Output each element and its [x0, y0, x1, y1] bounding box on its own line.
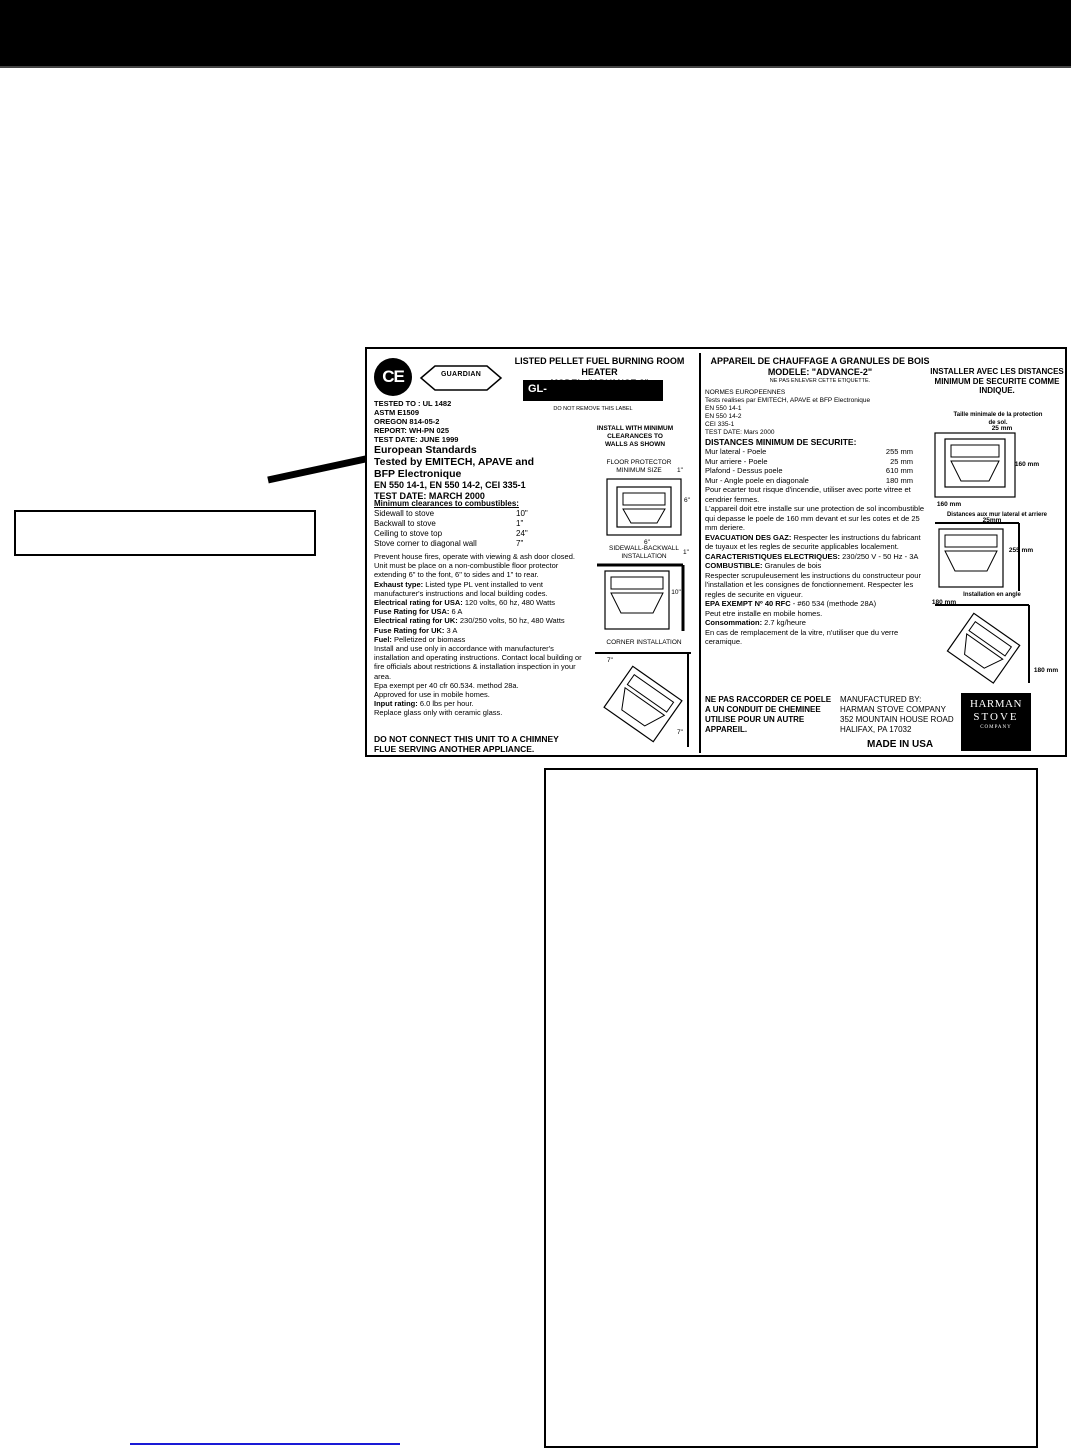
body-text: Install and use only in accordance with manufacturer's installation and operating instructions. Contact local building or fire officials about restrictions & installation inspection in your area. — [374, 644, 582, 681]
body-text: 3 A — [444, 625, 458, 635]
corner-dim-b: 7" — [677, 729, 683, 736]
floor-protector-title: FLOOR PROTECTOR MINIMUM SIZE — [606, 459, 672, 474]
fr-sidewall-diagram-icon — [933, 521, 1023, 593]
fr-dim-d1-side: 160 mm — [1014, 461, 1040, 468]
fr-norms — [705, 389, 931, 437]
body-text: Approved for use in mobile homes. — [374, 690, 490, 700]
fr-floor-diagram-icon — [933, 429, 1023, 501]
body-text: Epa exempt per 40 cfr 60.534. method 28a. — [374, 680, 519, 690]
clearance-row — [374, 529, 594, 539]
fr-distance-value: 255 mm — [885, 447, 913, 456]
body-paragraph — [374, 708, 586, 717]
body-paragraph — [705, 561, 931, 571]
install-title-fr: INSTALLER AVEC LES DISTANCES MINIMUM DE SECURITE COMME INDIQUE. — [930, 367, 1064, 395]
body-paragraph — [374, 561, 586, 579]
clearance-item: Sidewall to stove — [374, 509, 435, 518]
fr-diagram-title-1: Taille minimale de la protection de sol. — [953, 412, 1043, 426]
corner-title: CORNER INSTALLATION — [606, 639, 682, 646]
clearance-value: 24" — [516, 529, 528, 538]
sidewall-dim-top: 1" — [683, 549, 689, 556]
body-paragraph — [705, 485, 931, 504]
label-body-fr: NORMES EUROPEENNES Tests realises par EMITECH, APAVE et BFP Electronique EN 550 14-1 EN 550 14-2 CEI 335-1 TEST DATE: Mars 2000 DISTANCES MINIMUM DE SECURITE: Mur lateral - Poele 255 mm Mur arriere - Poele 25 mm Plafond - Dessus poele 610 mm Mur - Angle poele en diagonale 180 mm Pour ecarter tout risque d'incendie, utiliser avec porte vitree et cendrier fermes. L'appareil doit etre installe sur une protection de sol incombustible qui depasse le poele de 160 mm devant et sur les cotes et de 25 mm deriere. EVACUATION DES GAZ: Respecter les instructions du fabricant de tuyaux et les regles de securite applicables localement. CARACTERISTIQUES ELECTRIQUES: 230/250 V - 50 Hz - 3A COMBUSTIBLE: Granules de bois Respecter scrupuleusement les instructions du constructeur pour l'installation et les consignes de fonctionnement. Respecter les regles de securite en vigueur. EPA EXEMPT Nº 40 RFC - #60 534 (methode 28A) Peut etre installe en mobile homes. Consommation: 2.7 kg/heure En cas de remplacement de la vitre, n'utiliser que du verre ceramique. — [705, 389, 931, 647]
european-standards: European Standards Tested by EMITECH, APAVE and BFP Electronique EN 550 14-1, EN 550 14-2, CEI 335-1 TEST DATE: MARCH 2000 — [374, 444, 535, 501]
no-connect-warning-en: DO NOT CONNECT THIS UNIT TO A CHIMNEY FLUE SERVING ANOTHER APPLIANCE. — [374, 734, 559, 754]
link-underline[interactable] — [130, 1443, 400, 1445]
body-text: 120 volts, 60 hz, 480 Watts — [462, 598, 556, 608]
body-paragraph — [705, 618, 931, 628]
fr-norm-line: EN 550 14-2 — [705, 413, 742, 420]
clearance-item: Ceiling to stove top — [374, 529, 443, 538]
floor-dim-bottom: 6" — [644, 539, 650, 546]
rating-label — [365, 347, 1067, 757]
fr-distance-value: 25 mm — [890, 456, 913, 466]
serial-number-box — [14, 510, 316, 556]
body-paragraph — [374, 644, 586, 681]
body-text: En cas de remplacement de la vitre, n'utiliser que du verre ceramique. — [705, 627, 899, 646]
body-term: EVACUATION DES GAZ: — [705, 532, 792, 542]
body-paragraph — [374, 635, 586, 644]
body-paragraph — [705, 571, 931, 600]
body-paragraph — [374, 681, 586, 690]
fr-diagram-title-2: Distances aux mur lateral et arriere — [946, 512, 1048, 518]
body-term: Fuel: — [374, 634, 392, 644]
body-paragraph — [374, 626, 586, 635]
fr-dim-d1-top: 25 mm — [991, 425, 1013, 432]
fr-norm-line: CEI 335-1 — [705, 421, 735, 428]
fr-dim-d3-a: 180 mm — [931, 599, 957, 606]
body-text: Unit must be place on a non-combustible floor protector extending 6" to the font, 6" to sides and 1" to rear. — [374, 561, 559, 580]
body-term: Fuse Rating for UK: — [374, 625, 445, 635]
body-term: Exhaust type: — [374, 579, 424, 589]
clearance-value: 1" — [516, 519, 524, 528]
fr-dim-d2-side: 255 mm — [1008, 547, 1034, 554]
fr-distance-row — [705, 447, 931, 457]
fr-distance-value: 610 mm — [885, 466, 913, 475]
body-paragraph — [374, 607, 586, 616]
remove-label-notice-fr: NE PAS ENLEVER CETTE ETIQUETTE. — [769, 378, 871, 384]
floor-protector-diagram-icon — [605, 477, 685, 539]
floor-dim-side: 6" — [684, 497, 690, 504]
body-paragraph — [374, 598, 586, 607]
body-text: Listed type PL vent installed to vent manufacturer's instructions and local building codes. — [374, 579, 548, 598]
body-text: 230/250 volts, 50 hz, 480 Watts — [457, 616, 565, 626]
body-text: Respecter les instructions du fabricant de tuyaux et les regles de securite applicables localement. — [705, 532, 921, 551]
body-term: Input rating: — [374, 699, 418, 709]
body-text: 230/250 V - 50 Hz - 3A — [840, 551, 919, 561]
body-paragraph — [705, 533, 931, 552]
header-bar — [0, 0, 1071, 66]
body-paragraph — [374, 580, 586, 598]
fr-body-text — [705, 485, 931, 647]
fr-norm-line: Tests realises par EMITECH, APAVE et BFP Electronique — [705, 397, 871, 404]
body-term: Fuse Rating for USA: — [374, 607, 450, 617]
harman-logo-icon: HARMAN STOVE COMPANY — [961, 693, 1031, 751]
fr-norm-line: EN 550 14-1 — [705, 405, 742, 412]
clearance-row — [374, 539, 594, 549]
body-text: Pour ecarter tout risque d'incendie, utiliser avec porte vitree et cendrier fermes. — [705, 485, 911, 504]
fr-distance-item: Mur arriere - Poele — [705, 456, 768, 466]
label-divider — [699, 353, 701, 753]
guardian-logo-icon — [419, 363, 503, 393]
install-title: INSTALL WITH MINIMUM CLEARANCES TO WALLS AS SHOWN — [596, 425, 674, 448]
body-text: 6.0 lbs per hour. — [417, 699, 474, 709]
body-text: Respecter scrupuleusement les instructions du constructeur pour l'installation et les consignes de fonctionnement. Respecter les regles de securite en vigueur. — [705, 570, 921, 599]
label-heading-fr: APPAREIL DE CHAUFFAGE A GRANULES DE BOIS MODELE: "ADVANCE-2" — [710, 356, 930, 377]
body-text: L'appareil doit etre installe sur une protection de sol incombustible qui depasse le poele de 160 mm devant et sur les cotes et de 25 mm deriere. — [705, 504, 925, 532]
fr-distance-row — [705, 457, 931, 467]
body-text: 2.7 kg/heure — [762, 618, 806, 627]
manufacturer-info: MANUFACTURED BY: HARMAN STOVE COMPANY 352 MOUNTAIN HOUSE ROAD HALIFAX, PA 17032 — [840, 695, 954, 734]
notes-box — [544, 768, 1038, 1448]
fr-norm-line: TEST DATE: Mars 2000 — [705, 429, 775, 436]
label-body-en — [374, 552, 586, 718]
fr-dim-d1-bottom: 160 mm — [936, 501, 962, 508]
sidewall-title: SIDEWALL-BACKWALL INSTALLATION — [609, 545, 679, 560]
corner-dim-a: 7" — [607, 657, 613, 664]
clearance-item: Backwall to stove — [374, 519, 436, 528]
fr-distance-item: Mur - Angle poele en diagonale — [705, 475, 809, 485]
no-connect-warning-fr: NE PAS RACCORDER CE POELE A UN CONDUIT DE CHEMINEE UTILISE POUR UN AUTRE APPAREIL. — [705, 695, 832, 734]
guardian-logo-text: GUARDIAN — [440, 371, 482, 378]
fr-distance-row — [705, 466, 931, 476]
clearance-row — [374, 519, 594, 529]
fr-norm-line: NORMES EUROPEENNES — [705, 389, 786, 396]
body-paragraph — [374, 699, 586, 708]
fr-distance-item: Mur lateral - Poele — [705, 447, 767, 456]
body-text: Pelletized or biomass — [391, 634, 466, 644]
header-rule — [0, 66, 1071, 68]
body-term: CARACTERISTIQUES ELECTRIQUES: — [705, 551, 841, 561]
body-term: Electrical rating for USA: — [374, 598, 463, 608]
body-paragraph — [705, 552, 931, 562]
body-paragraph — [705, 504, 931, 533]
clearance-row — [374, 509, 594, 519]
clearances-section: Minimum clearances to combustibles: Sidewall to stove 10" Backwall to stove 1" Ceiling to stove top 24" Stove corner to diagonal wall 7" — [374, 499, 594, 549]
clearance-list — [374, 509, 594, 549]
label-heading-en: LISTED PELLET FUEL BURNING ROOM HEATER — [514, 356, 685, 377]
fr-distance-list — [705, 447, 931, 485]
fr-dim-d3-b: 180 mm — [1033, 667, 1059, 674]
body-paragraph — [705, 628, 931, 647]
body-paragraph — [705, 599, 931, 609]
body-paragraph — [374, 552, 586, 561]
test-info: TESTED TO : UL 1482 ASTM E1509 OREGON 814-05-2 REPORT: WH-PN 025 TEST DATE: JUNE 1999 — [374, 399, 459, 444]
serial-plate: GL- — [523, 380, 663, 401]
body-text: Granules de bois — [762, 561, 822, 570]
fr-distance-value: 180 mm — [885, 475, 913, 485]
body-term: COMBUSTIBLE: — [705, 561, 763, 570]
sidewall-dim-side: 10" — [671, 589, 681, 596]
sidewall-diagram-icon — [595, 563, 690, 633]
made-in-usa: MADE IN USA — [867, 739, 934, 750]
body-text: - #60 534 (methode 28A) — [790, 599, 877, 608]
body-text: 6 A — [449, 607, 463, 617]
clearance-item: Stove corner to diagonal wall — [374, 539, 477, 548]
fr-dim-d2-top: 25mm — [982, 517, 1002, 524]
clearance-value: 7" — [516, 539, 524, 548]
body-term: Electrical rating for UK: — [374, 616, 458, 626]
fr-distance-row — [705, 476, 931, 486]
ce-mark-icon: CE — [374, 358, 412, 396]
remove-label-notice-en: DO NOT REMOVE THIS LABEL — [553, 406, 633, 412]
body-term: EPA EXEMPT Nº 40 RFC — [705, 599, 791, 608]
clearance-value: 10" — [516, 509, 528, 518]
fr-corner-diagram-icon — [933, 601, 1033, 685]
body-text: Prevent house fires, operate with viewing & ash door closed. — [374, 552, 575, 561]
body-paragraph — [374, 616, 586, 625]
body-text: Peut etre installe en mobile homes. — [705, 608, 823, 618]
floor-dim-top: 1" — [677, 467, 683, 474]
fr-distance-item: Plafond - Dessus poele — [705, 466, 783, 475]
body-text: Replace glass only with ceramic glass. — [374, 708, 503, 718]
body-term: Consommation: — [705, 618, 763, 627]
fr-diagram-title-3: Installation en angle — [963, 592, 1021, 598]
body-paragraph — [374, 690, 586, 699]
body-paragraph — [705, 609, 931, 619]
